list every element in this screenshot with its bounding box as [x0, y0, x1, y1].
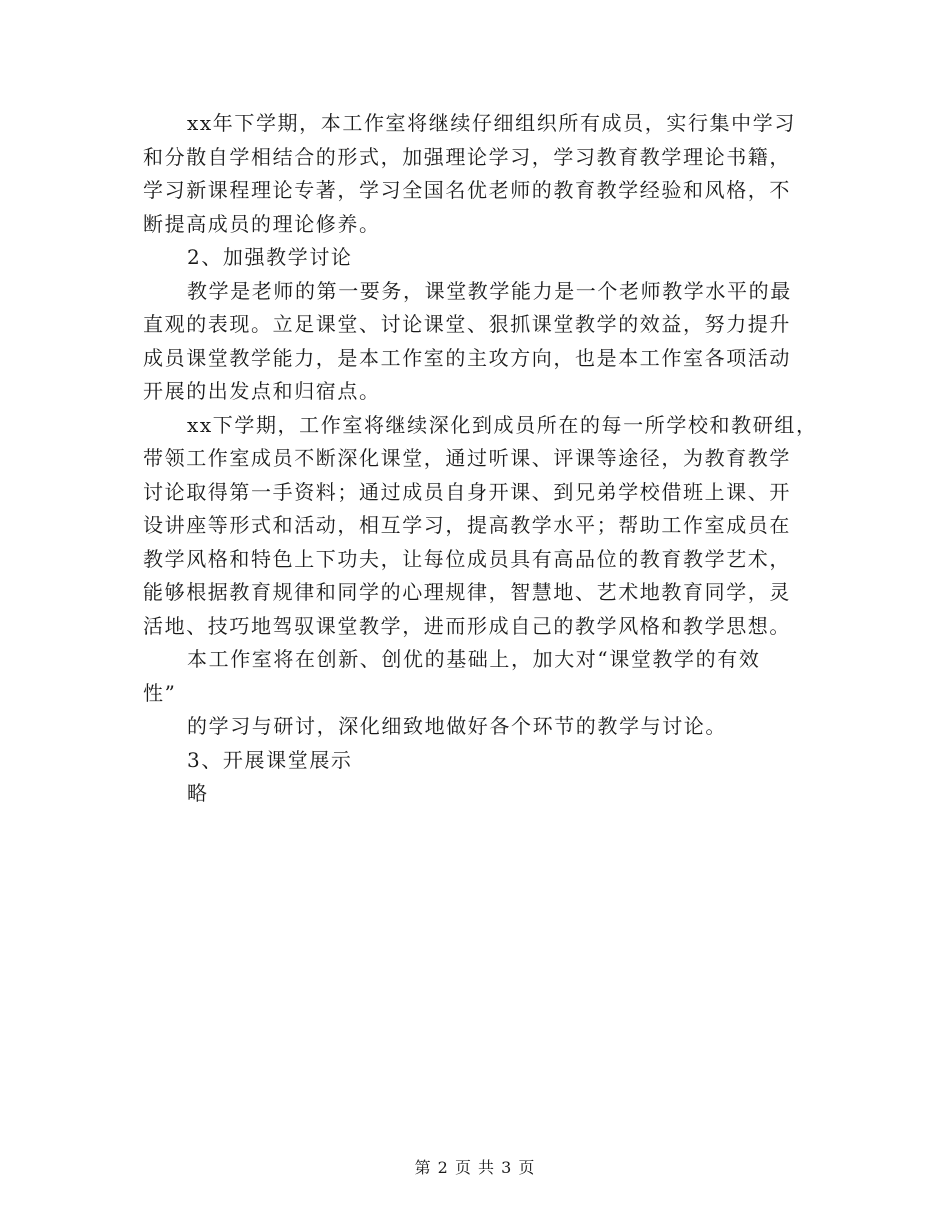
paragraph-line: 断提高成员的理论修养。 [143, 212, 381, 236]
section-heading: 2、加强教学讨论 [187, 245, 353, 269]
paragraph-line: 开展的出发点和归宿点。 [143, 379, 381, 403]
paragraph-line: 本工作室将在创新、创优的基础上，加大对“课堂教学的有效 [187, 647, 761, 671]
paragraph-line: 教学是老师的第一要务，课堂教学能力是一个老师教学水平的最 [187, 279, 792, 303]
paragraph-line: 略 [187, 781, 209, 805]
paragraph-line: 能够根据教育规律和同学的心理规律，智慧地、艺术地教育同学，灵 [143, 580, 791, 604]
paragraph-line: 成员课堂教学能力，是本工作室的主攻方向，也是本工作室各项活动 [143, 346, 791, 370]
paragraph-line: 的学习与研讨，深化细致地做好各个环节的教学与讨论。 [187, 714, 727, 738]
paragraph-line: 活地、技巧地驾驭课堂教学，进而形成自己的教学风格和教学思想。 [143, 614, 791, 638]
paragraph-line: 设讲座等形式和活动，相互学习，提高教学水平；帮助工作室成员在 [143, 513, 791, 537]
section-heading: 3、开展课堂展示 [187, 748, 353, 772]
paragraph-line: 和分散自学相结合的形式，加强理论学习，学习教育教学理论书籍， [143, 145, 791, 169]
paragraph-line: xx下学期，工作室将继续深化到成员所在的每一所学校和教研组， [187, 413, 818, 437]
paragraph-line: 讨论取得第一手资料；通过成员自身开课、到兄弟学校借班上课、开 [143, 480, 791, 504]
paragraph-line: 教学风格和特色上下功夫，让每位成员具有高品位的教育教学艺术， [143, 547, 791, 571]
paragraph-line: 性” [143, 681, 177, 705]
page-footer: 第 2 页 共 3 页 [414, 1158, 536, 1177]
paragraph-line: 带领工作室成员不断深化课堂，通过听课、评课等途径，为教育教学 [143, 446, 791, 470]
paragraph-line: xx年下学期，本工作室将继续仔细组织所有成员，实行集中学习 [187, 111, 796, 135]
paragraph-line: 直观的表现。立足课堂、讨论课堂、狠抓课堂教学的效益，努力提升 [143, 312, 791, 336]
paragraph-line: 学习新课程理论专著，学习全国名优老师的教育教学经验和风格，不 [143, 178, 791, 202]
